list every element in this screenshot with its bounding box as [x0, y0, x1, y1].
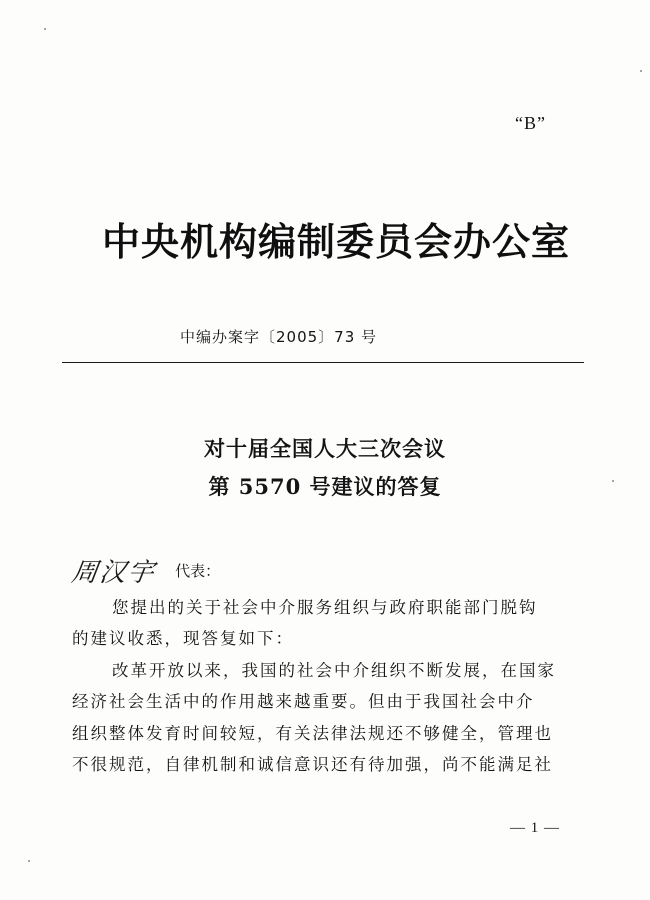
body-line: 不很规范，自律机制和诚信意识还有待加强，尚不能满足社 [72, 755, 553, 775]
body-line: 组织整体发育时间较短，有关法律法规还不够健全，管理也 [72, 723, 553, 743]
scan-speck [44, 28, 46, 30]
separator-rule [62, 362, 584, 363]
document-title [0, 430, 650, 506]
title-line-2: 第 5570 号建议的答复 [208, 474, 442, 499]
salutation-suffix: 代表： [175, 562, 221, 580]
body-text [72, 592, 582, 780]
body-line: 经济社会生活中的作用越来越重要。但由于我国社会中介 [72, 692, 535, 712]
classification-mark: “B” [515, 113, 546, 133]
title-line-1: 对十届全国人大三次会议 [204, 436, 446, 461]
body-line: 您提出的关于社会中介服务组织与政府职能部门脱钩 [112, 598, 538, 617]
issuer-heading: 中央机构编制委员会办公室 [102, 219, 571, 264]
handwritten-name: 周汉宇 [69, 558, 158, 588]
body-line: 改革开放以来，我国的社会中介组织不断发展，在国家 [112, 660, 556, 680]
scan-speck [640, 70, 642, 72]
salutation [69, 552, 221, 592]
scan-speck [28, 860, 30, 862]
body-line: 的建议收悉，现答复如下： [72, 629, 294, 649]
document-number: 中编办案字〔2005〕73 号 [180, 328, 378, 346]
page-number: — 1 — [510, 820, 560, 836]
scan-speck [612, 480, 614, 482]
